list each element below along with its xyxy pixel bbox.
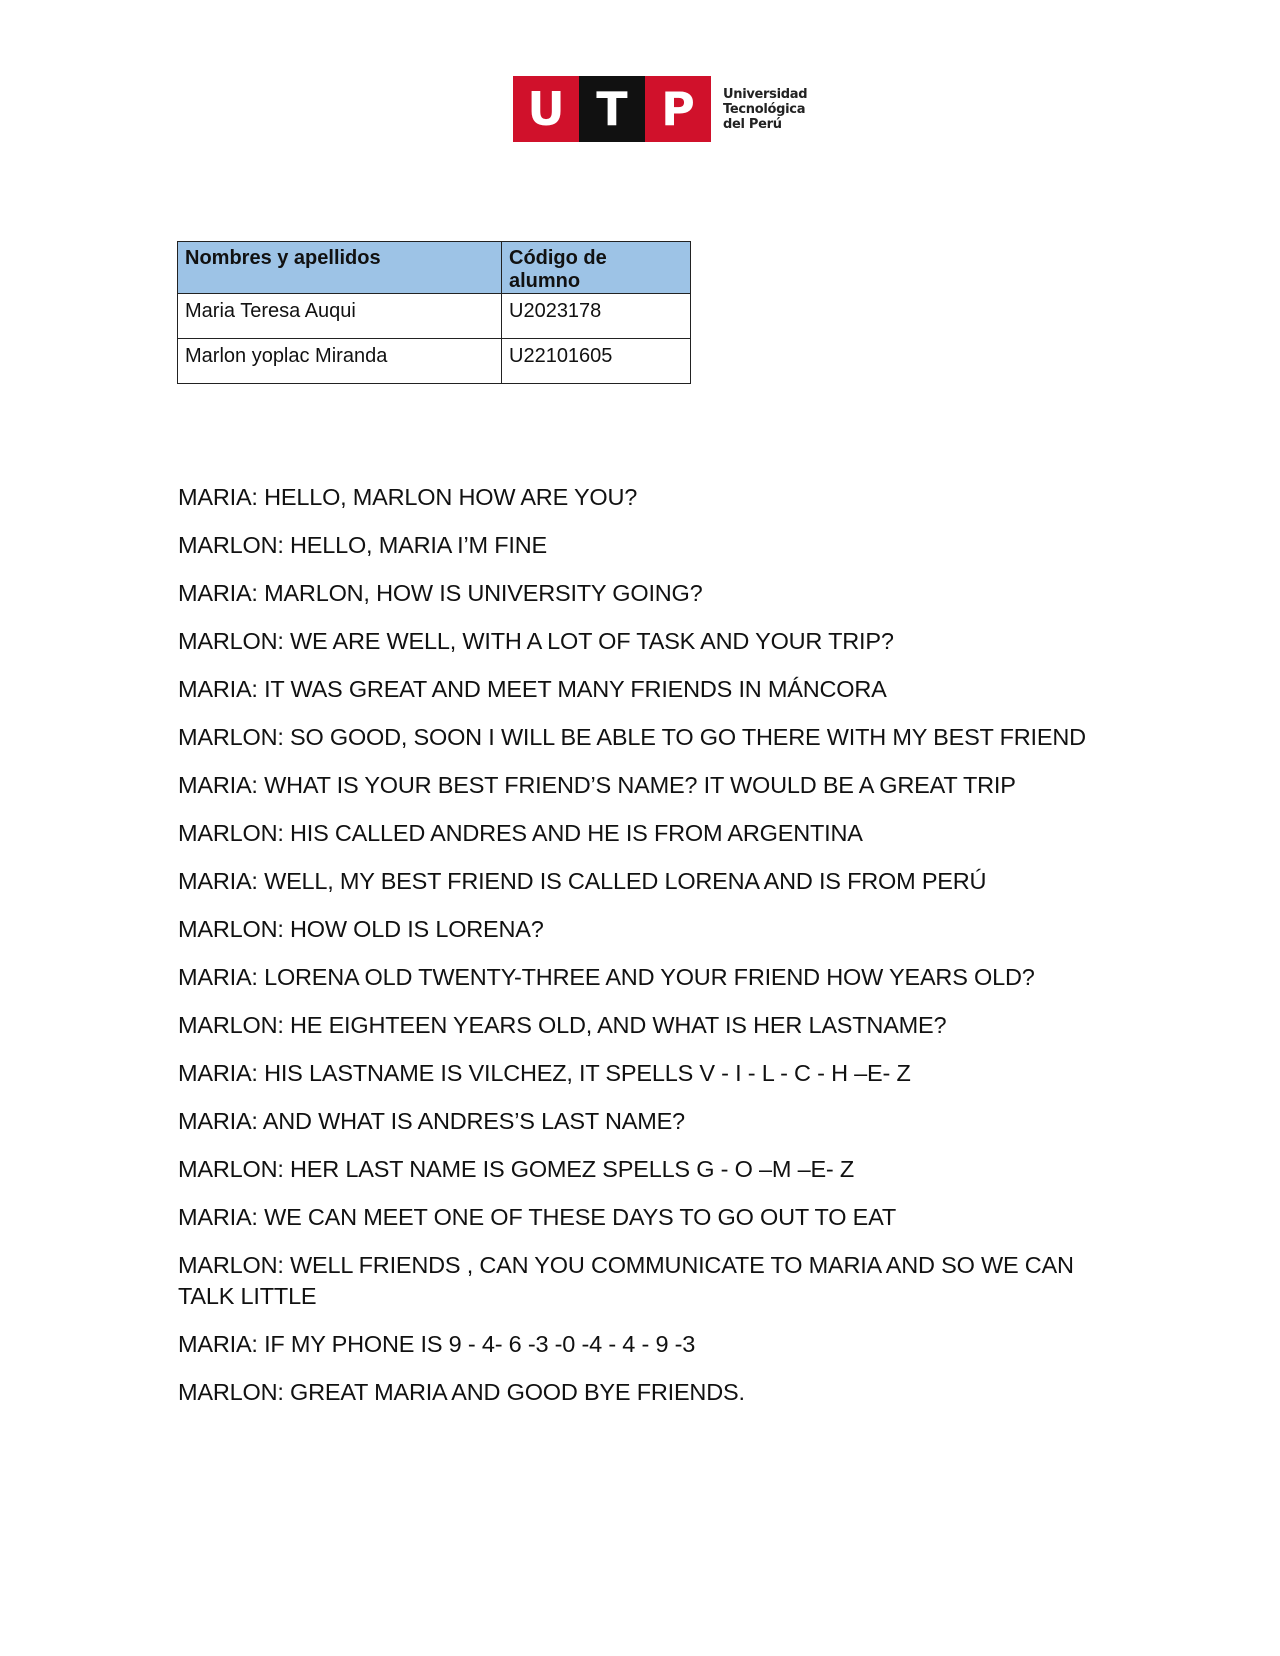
table-row bbox=[178, 294, 691, 339]
header-names: Nombres y apellidos bbox=[178, 242, 502, 294]
logo-name-line-1: Universidad bbox=[723, 86, 808, 102]
dialogue-line: MARLON: GREAT MARIA AND GOOD BYE FRIENDS. bbox=[178, 1379, 745, 1405]
logo-letter-u: U bbox=[513, 76, 579, 142]
dialogue-line: MARLON: WELL FRIENDS , CAN YOU COMMUNICATE TO MARIA AND SO WE CAN TALK LITTLE bbox=[178, 1252, 1074, 1309]
dialogue-line: MARLON: SO GOOD, SOON I WILL BE ABLE TO GO THERE WITH MY BEST FRIEND bbox=[178, 724, 1086, 750]
header-code: Código de alumno bbox=[502, 242, 691, 294]
logo-letter-p: P bbox=[645, 76, 711, 142]
utp-logo bbox=[513, 76, 807, 142]
logo-name-line-2: Tecnológica bbox=[723, 101, 806, 117]
student-name-cell: Maria Teresa Auqui bbox=[178, 294, 502, 339]
dialogue-line: MARLON: HIS CALLED ANDRES AND HE IS FROM ARGENTINA bbox=[178, 820, 863, 846]
dialogue-line: MARIA: AND WHAT IS ANDRES’S LAST NAME? bbox=[178, 1108, 685, 1134]
student-name-cell: Marlon yoplac Miranda bbox=[178, 339, 502, 384]
logo-university-name bbox=[723, 87, 807, 132]
student-code-cell: U2023178 bbox=[502, 294, 691, 339]
dialogue-line: MARIA: IT WAS GREAT AND MEET MANY FRIENDS IN MÁNCORA bbox=[178, 676, 887, 702]
logo-letter-t: T bbox=[579, 76, 645, 142]
dialogue-line: MARIA: IF MY PHONE IS 9 - 4- 6 -3 -0 -4 - 4 - 9 -3 bbox=[178, 1331, 696, 1357]
dialogue-line: MARLON: WE ARE WELL, WITH A LOT OF TASK AND YOUR TRIP? bbox=[178, 628, 894, 654]
dialogue-line: MARLON: HER LAST NAME IS GOMEZ SPELLS G - O –M –E- Z bbox=[178, 1156, 855, 1182]
table-row bbox=[178, 339, 691, 384]
students-table bbox=[177, 241, 691, 384]
dialogue-line: MARIA: WHAT IS YOUR BEST FRIEND’S NAME? IT WOULD BE A GREAT TRIP bbox=[178, 772, 1016, 798]
dialogue-text bbox=[178, 482, 1108, 1425]
dialogue-line: MARIA: WELL, MY BEST FRIEND IS CALLED LORENA AND IS FROM PERÚ bbox=[178, 868, 987, 894]
dialogue-line: MARIA: HIS LASTNAME IS VILCHEZ, IT SPELLS V - I - L - C - H –E- Z bbox=[178, 1060, 911, 1086]
dialogue-line: MARLON: HELLO, MARIA I’M FINE bbox=[178, 532, 547, 558]
dialogue-line: MARIA: HELLO, MARLON HOW ARE YOU? bbox=[178, 484, 638, 510]
table-header-row bbox=[178, 242, 691, 294]
dialogue-line: MARIA: LORENA OLD TWENTY-THREE AND YOUR FRIEND HOW YEARS OLD? bbox=[178, 964, 1035, 990]
logo-name-line-3: del Perú bbox=[723, 116, 782, 132]
student-code-cell: U22101605 bbox=[502, 339, 691, 384]
dialogue-line: MARIA: MARLON, HOW IS UNIVERSITY GOING? bbox=[178, 580, 703, 606]
dialogue-line: MARIA: WE CAN MEET ONE OF THESE DAYS TO GO OUT TO EAT bbox=[178, 1204, 897, 1230]
dialogue-line: MARLON: HE EIGHTEEN YEARS OLD, AND WHAT IS HER LASTNAME? bbox=[178, 1012, 947, 1038]
dialogue-line: MARLON: HOW OLD IS LORENA? bbox=[178, 916, 544, 942]
